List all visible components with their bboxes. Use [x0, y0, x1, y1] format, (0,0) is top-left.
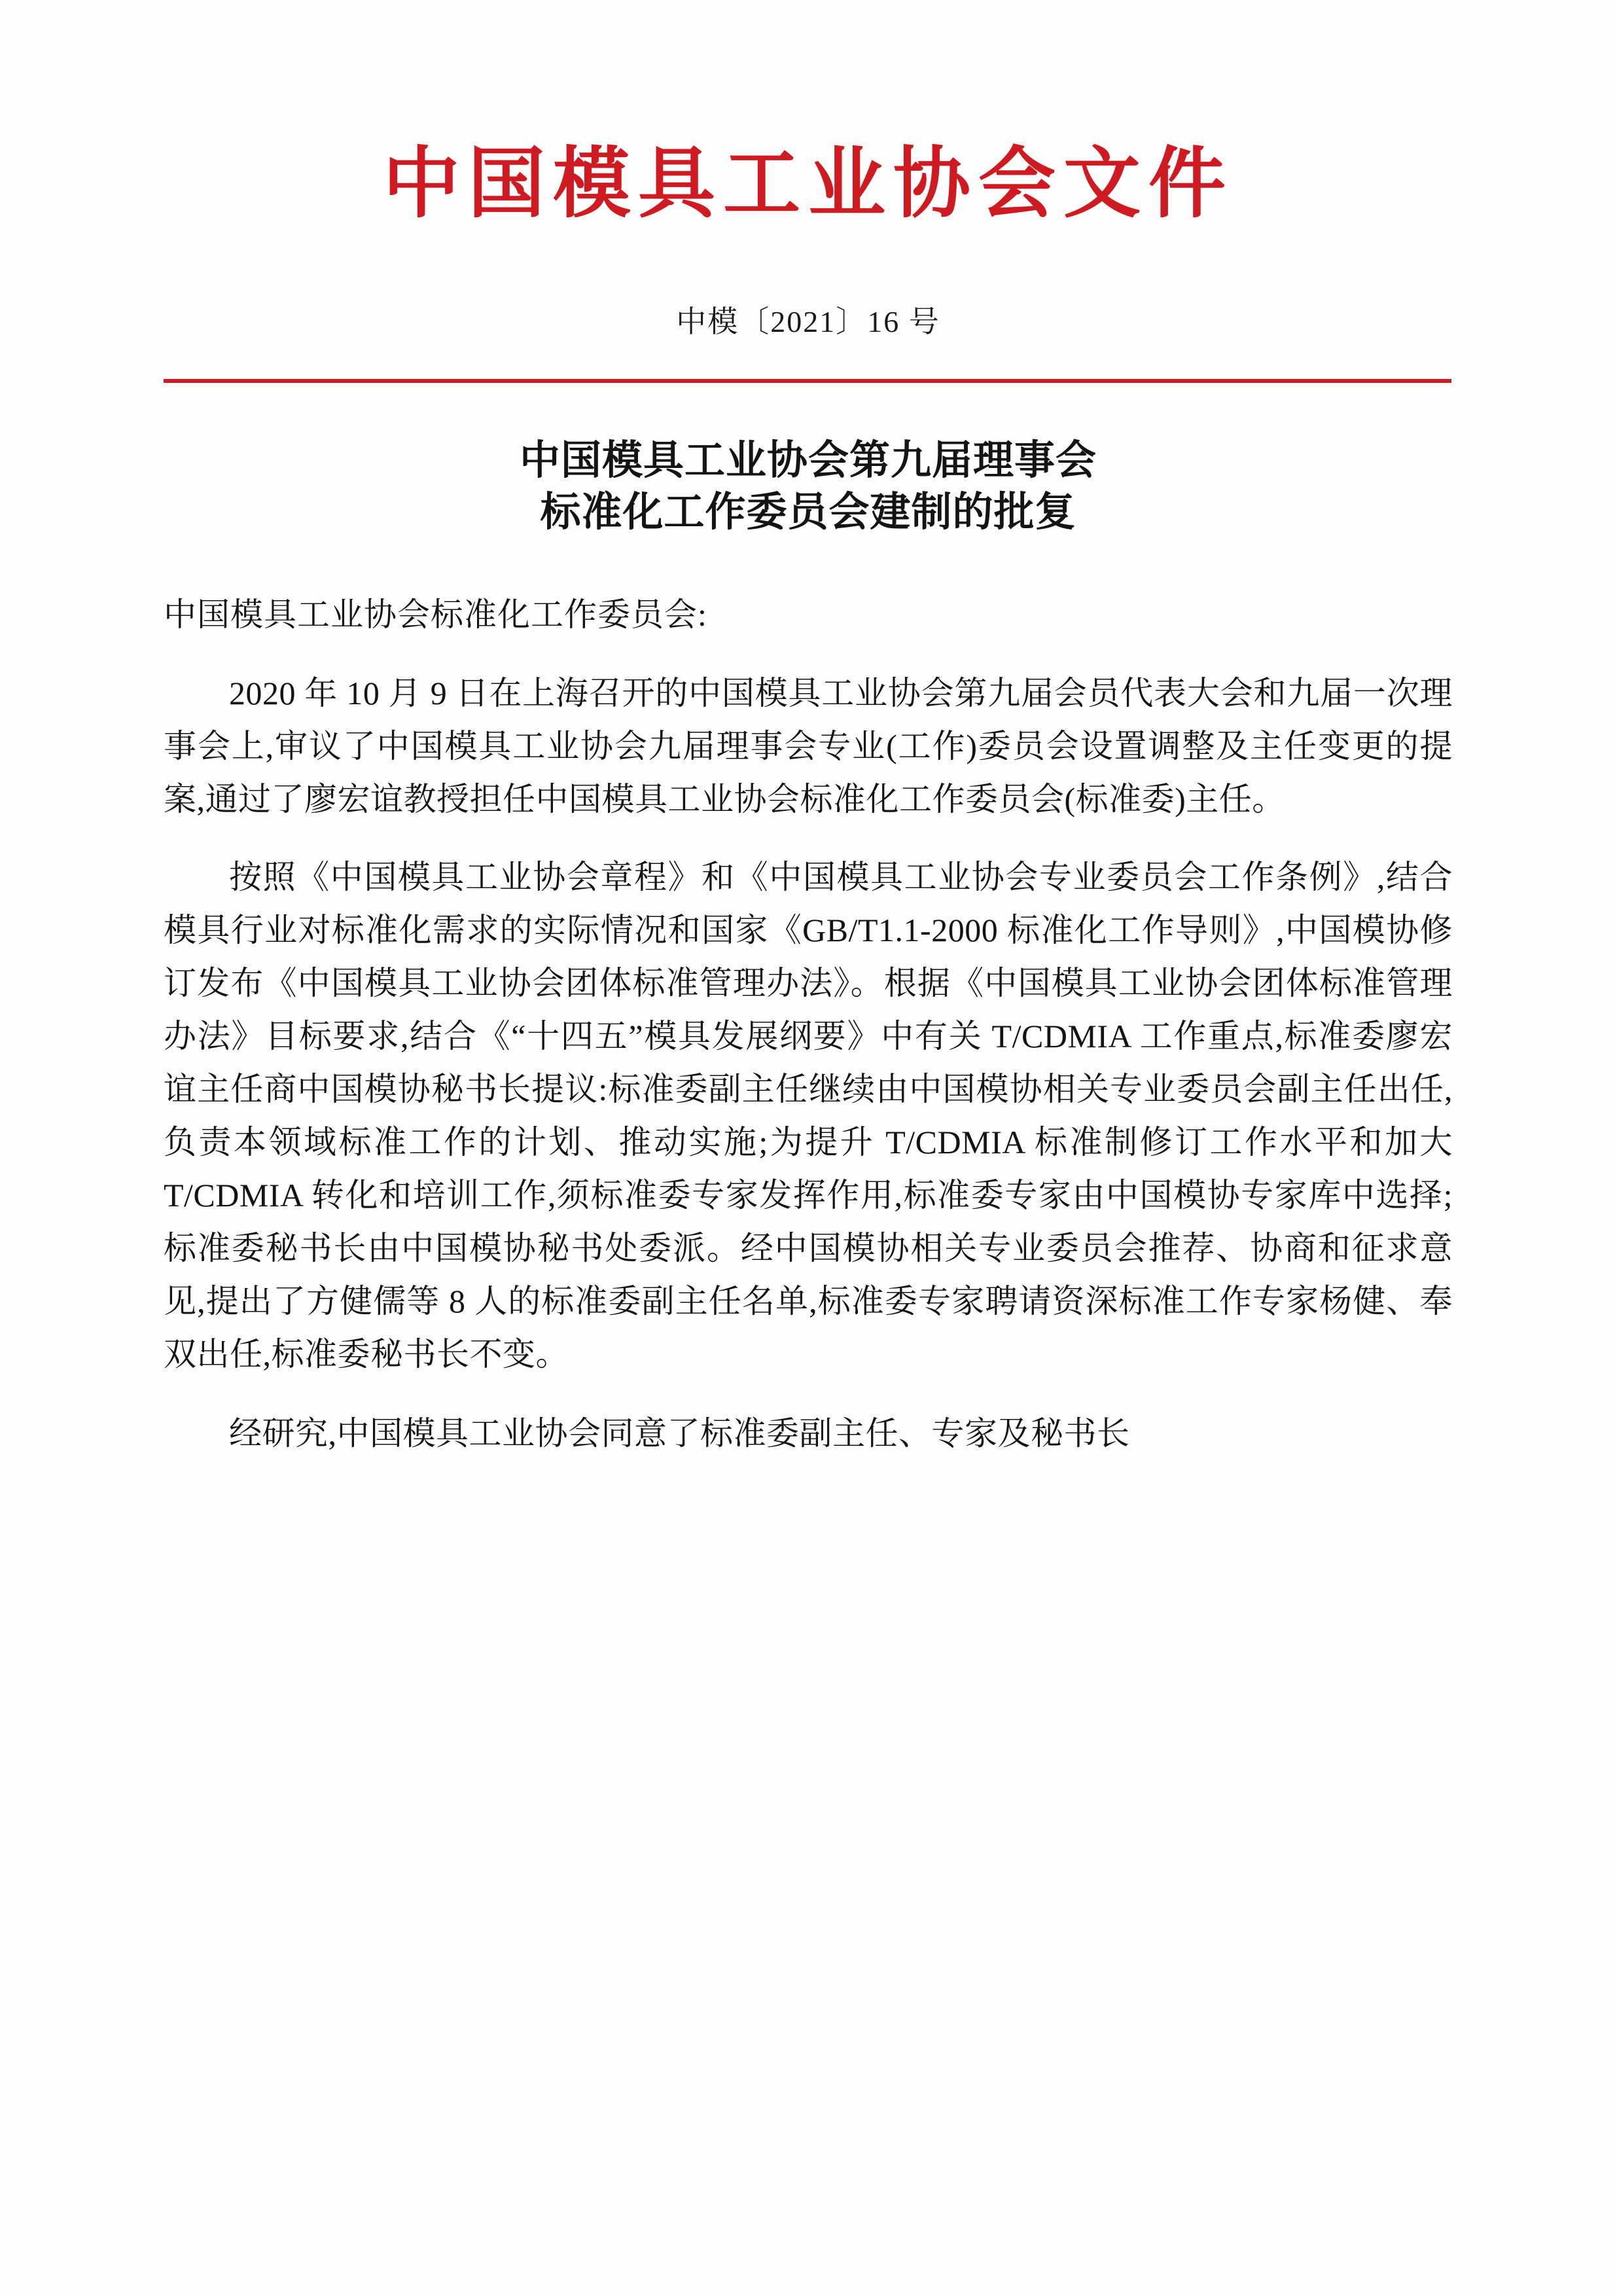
document-number: 中模〔2021〕16 号	[676, 304, 940, 338]
body-paragraph-2: 按照《中国模具工业协会章程》和《中国模具工业协会专业委员会工作条例》,结合模具行业对标准化需求的实际情况和国家《GB/T1.1-2000 标准化工作导则》,中国模协修订发布《中国模具工业协会团体标准管理办法》。根据《中国模具工业协会团体标准管理办法》目标要求,结合《“十四五”模具发展纲要》中有关 T/CDMIA 工作重点,标准委廖宏谊主任商中国模协秘书长提议:标准委副主任继续由中国模协相关专业委员会副主任出任,负责本领域标准工作的计划、推动实施;为提升 T/CDMIA 标准制修订工作水平和加大 T/CDMIA 转化和培训工作,须标准委专家发挥作用,标准委专家由中国模协专家库中选择;标准委秘书长由中国模协秘书处委派。经中国模协相关专业委员会推荐、协商和征求意见,提出了方健儒等 8 人的标准委副主任名单,标准委专家聘请资深标准工作专家杨健、奉双出任,标准委秘书长不变。	[164, 858, 1453, 1372]
red-divider-rule	[164, 379, 1451, 383]
subject-line-2: 标准化工作委员会建制的批复	[540, 488, 1076, 536]
body-paragraph-3-truncated: 经研究,中国模具工业协会同意了标准委副主任、专家及秘书长	[229, 1414, 1130, 1452]
document-subject	[164, 434, 1453, 538]
body-paragraph-1: 2020 年 10 月 9 日在上海召开的中国模具工业协会第九届会员代表大会和九届一次理事会上,审议了中国模具工业协会九届理事会专业(工作)委员会设置调整及主任变更的提案,通过了廖宏谊教授担任中国模具工业协会标准化工作委员会(标准委)主任。	[164, 674, 1453, 817]
salutation: 中国模具工业协会标准化工作委员会:	[164, 596, 707, 633]
organization-title: 中国模具工业协会文件	[382, 137, 1233, 228]
document-body	[164, 0, 1453, 1460]
subject-line-1: 中国模具工业协会第九届理事会	[519, 435, 1097, 484]
